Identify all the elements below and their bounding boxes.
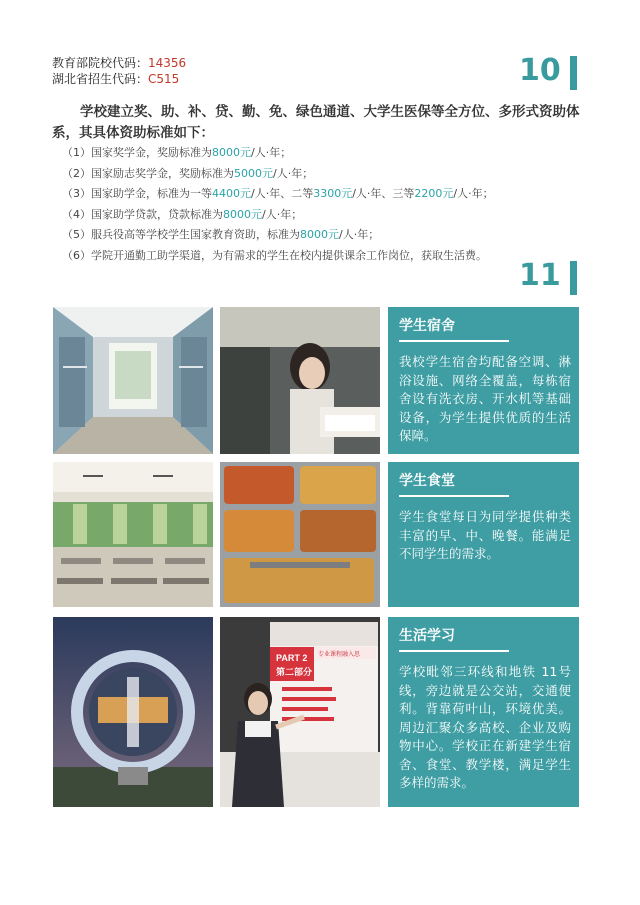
aid-unit: /人·年；: [453, 187, 494, 200]
dormitory-card: [388, 307, 579, 454]
aid-amount: 8000元: [212, 146, 251, 159]
hubei-code-line: [52, 71, 186, 87]
card-divider: [399, 650, 509, 652]
hubei-code-value: C515: [148, 72, 180, 86]
slide-heading: 第二部分: [276, 667, 313, 677]
student-studying-photo: [220, 307, 380, 454]
card-body: 学校毗邻三环线和地铁 11号线，旁边就是公交站，交通便利。背靠荷叶山，环境优美。周边汇聚众多高校、企业及购物中心。学校正在新建学生宿舍、食堂、教学楼，满足学生多样的需求。: [399, 664, 571, 790]
ministry-code-line: [52, 55, 186, 71]
aid-item-text: （2）国家励志奖学金，奖励标准为: [62, 166, 234, 180]
ministry-code-value: 14356: [148, 56, 187, 70]
aid-amount: 2200元: [414, 187, 454, 200]
aid-item-text: /人·年、三等: [352, 187, 415, 200]
aid-amount: 8000元: [300, 228, 339, 241]
aid-unit: /人·年；: [251, 146, 292, 159]
hubei-code-label: 湖北省招生代码：: [52, 72, 149, 86]
aid-amount: 4400元: [212, 187, 251, 200]
aid-unit: /人·年；: [273, 166, 314, 180]
aid-list: [62, 143, 602, 266]
section-number-10: 10: [519, 53, 561, 88]
aid-unit: /人·年；: [262, 207, 303, 221]
aid-item-text: （3）国家助学金，标准为一等: [62, 187, 212, 200]
aid-item: [62, 184, 602, 205]
aid-item: [62, 205, 602, 226]
section-bar-11: [570, 261, 577, 295]
slide-part-label: PART 2: [276, 653, 308, 663]
card-body: 学生食堂每日为同学提供种类丰富的早、中、晚餐。能满足不同学生的需求。: [399, 509, 571, 561]
card-title: 生活学习: [399, 628, 455, 644]
card-title: 学生宿舍: [399, 318, 455, 334]
aid-item-text: （5）服兵役高等学校学生国家教育资助，标准为: [62, 228, 300, 241]
aid-item: [62, 164, 602, 185]
dormitory-photo: [53, 307, 213, 454]
school-codes: [52, 55, 186, 87]
aid-intro: 学校建立奖、助、补、贷、勤、免、绿色通道、大学生医保等全方位、多形式资助体系，其具体资助标准如下：: [52, 104, 580, 141]
aid-amount: 8000元: [223, 207, 262, 221]
canteen-card: [388, 462, 579, 607]
aid-amount: 3300元: [313, 187, 353, 200]
card-divider: [399, 495, 509, 497]
aid-item-text: （4）国家助学贷款，贷款标准为: [62, 207, 223, 221]
aid-item: [62, 225, 602, 246]
canteen-food-photo: [220, 462, 380, 607]
aid-unit: /人·年；: [339, 228, 380, 241]
ministry-code-label: 教育部院校代码：: [52, 56, 149, 70]
slide-subtitle: 专业课程融入思: [318, 652, 361, 658]
aid-item-text: /人·年、二等: [251, 187, 314, 200]
campus-sculpture-photo: [53, 617, 213, 807]
campus-life-card: [388, 617, 579, 807]
aid-amount: 5000元: [234, 166, 273, 180]
canteen-hall-photo: [53, 462, 213, 607]
card-divider: [399, 340, 509, 342]
card-title: 学生食堂: [399, 473, 455, 489]
aid-item-text: （6）学院开通勤工助学渠道，为有需求的学生在校内提供课余工作岗位，获取生活费。: [62, 248, 487, 262]
aid-item: [62, 143, 602, 164]
card-body: 我校学生宿舍均配备空调、淋浴设施、网络全覆盖，每栋宿舍设有洗衣房、开水机等基础设备，为学生提供优质的生活保障。: [399, 354, 571, 443]
aid-item-text: （1）国家奖学金，奖励标准为: [62, 146, 212, 159]
classroom-teacher-photo: [220, 617, 380, 807]
section-bar-10: [570, 56, 577, 90]
section-number-11: 11: [519, 258, 561, 293]
